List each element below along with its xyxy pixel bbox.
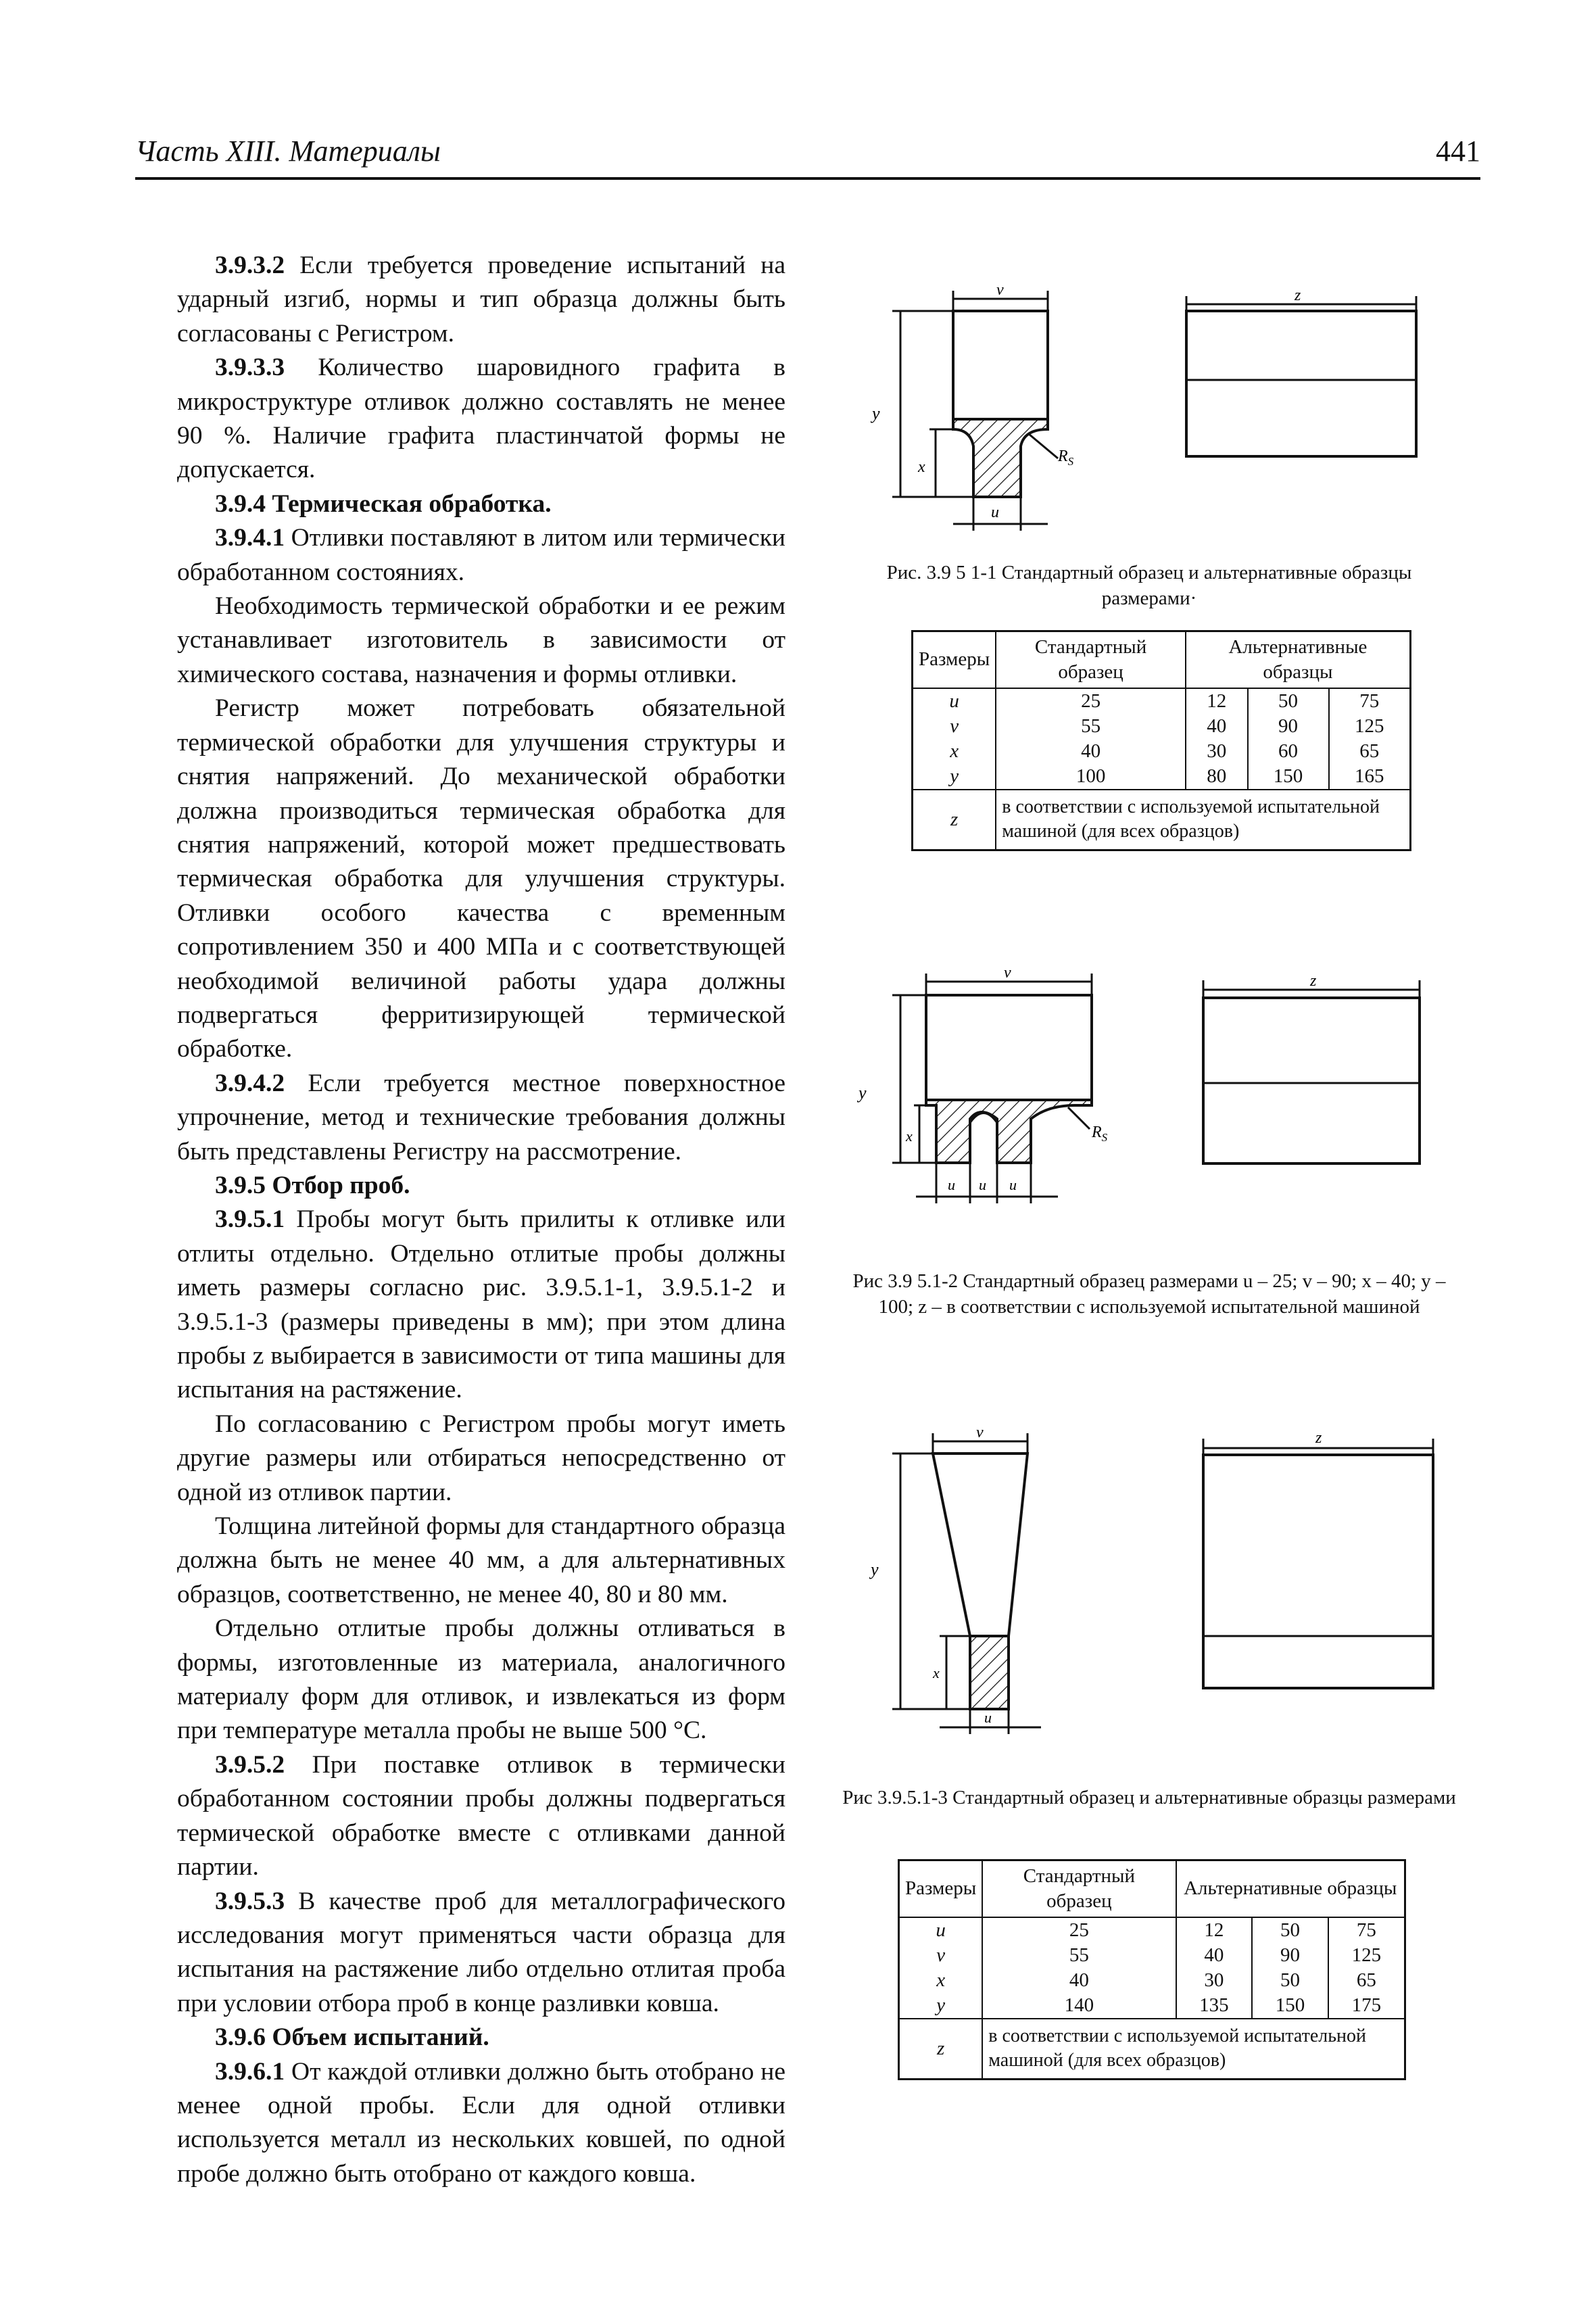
paragraph <box>177 487 785 521</box>
paragraph <box>177 1408 785 1510</box>
paragraph <box>177 1169 785 1203</box>
paragraph-text: Необходимость термической обработки и ее режим устанавливает изготовитель в зависимости от химического состава, назначения и формы отливки. <box>177 592 785 688</box>
paragraph-number: 3.9.5.3 <box>215 1887 285 1915</box>
dimensions-table-2: Размеры Стандартный образец Альтернативные образцы u 25 12 50 75 v 55 40 90 125 x 40 30 50 65 y 140 135 150 175 z в соответствии с используемой испытательной машиной (для всех образцов) <box>898 1859 1406 2080</box>
paragraph-number: 3.9.5.2 <box>215 1750 285 1779</box>
paragraph-text: В качестве проб для металлографического исследования могут применяться части образца для испытания на растяжение либо отдельно отлитая проба при условии отбора проб в конце разливки ковша. <box>177 1887 785 2017</box>
paragraph-text: Толщина литейной формы для стандартного образца должна быть не менее 40 мм, а для альтернативных образцов, соответственно, не менее 40, 80 и 80 мм. <box>177 1512 785 1608</box>
paragraph-number: 3.9.4.1 <box>215 524 285 552</box>
paragraph-number: 3.9.3.2 <box>215 251 285 279</box>
paragraph-text: От каждой отливки должно быть отобрано не менее одной пробы. Если для одной отливки используется металл из нескольких ковшей, по одной пробе должно быть отобрано от каждого ковша. <box>177 2057 785 2188</box>
paragraph-text: Отдельно отлитые пробы должны отливаться в формы, изготовленные из материала, аналогичного материалу форм для отливок, и извлекаться из форм при температуре металла пробы не выше 500 °C. <box>177 1614 785 1745</box>
paragraph-number: 3.9.4.2 <box>215 1069 285 1097</box>
svg-text:u: u <box>948 1176 955 1193</box>
paragraph <box>177 1885 785 2021</box>
paragraph-text: Если требуется местное поверхностное упрочнение, метод и технические требования должны быть представлены Регистру на рассмотрение. <box>177 1069 785 1166</box>
paragraph-number: 3.9.4 Термическая обработка. <box>215 489 552 518</box>
paragraph <box>177 351 785 487</box>
paragraph <box>177 590 785 692</box>
svg-text:u: u <box>984 1709 992 1726</box>
svg-text:u: u <box>979 1176 986 1193</box>
page-number: 441 <box>1436 135 1480 168</box>
page-header <box>135 130 1480 180</box>
figure-3-9-5-1-1 <box>852 284 1447 554</box>
paragraph <box>177 249 785 351</box>
header-title: Часть XIII. Материалы <box>135 135 441 168</box>
paragraph <box>177 1510 785 1612</box>
svg-text:y: y <box>859 1083 867 1103</box>
paragraph <box>177 1748 785 1885</box>
paragraph <box>177 1203 785 1407</box>
v-label: v <box>996 284 1004 299</box>
figure-3-9-5-1-3 <box>852 1413 1447 1751</box>
paragraph-text: Пробы могут быть прилиты к отливке или отлиты отдельно. Отдельно отлитые пробы должны иметь размеры согласно рис. 3.9.5.1-1, 3.9.5.1-2 и 3.9.5.1-3 (размеры приведены в мм); при этом длина пробы z выбирается в зависимости от типа машины для испытания на растяжение. <box>177 1205 785 1404</box>
paragraph-number: 3.9.6.1 <box>215 2057 285 2086</box>
paragraph <box>177 2021 785 2055</box>
svg-text:y: y <box>872 404 880 423</box>
paragraph <box>177 521 785 590</box>
paragraph <box>177 1067 785 1169</box>
paragraph <box>177 2055 785 2192</box>
paragraph-number: 3.9.3.3 <box>215 354 285 382</box>
svg-text:y: y <box>871 1560 879 1579</box>
paragraph-text: Количество шаровидного графита в микроструктуре отливок должно составлять не менее 90 %. Наличие графита пластинчатой формы не допускается. <box>177 354 785 484</box>
svg-text:x: x <box>906 1128 913 1145</box>
body-text-column <box>177 249 785 2191</box>
svg-text:z: z <box>1310 972 1317 990</box>
svg-text:x: x <box>933 1664 940 1681</box>
dimensions-table-1: Размеры Стандартный образец Альтернативные образцы u 25 12 50 75 v 55 40 90 125 x 40 30 60 65 y 100 80 150 165 z в соответствии с используемой испытательной машиной (для всех образцов) <box>911 630 1411 851</box>
svg-text:z: z <box>1295 287 1301 304</box>
paragraph-number: 3.9.6 Объем испытаний. <box>215 2023 489 2052</box>
figure-3-9-5-1-2 <box>852 960 1447 1230</box>
svg-text:u: u <box>991 504 999 521</box>
svg-text:v: v <box>976 1424 984 1441</box>
paragraph-text: По согласованию с Регистром пробы могут иметь другие размеры или отбираться непосредственно от одной из отливок партии. <box>177 1410 785 1506</box>
paragraph-text: Если требуется проведение испытаний на ударный изгиб, нормы и тип образца должны быть согласованы с Регистром. <box>177 251 785 347</box>
paragraph-text: Регистр может потребовать обязательной термической обработки для улучшения структуры и снятия напряжений. До механической обработки должна производиться термическая обработка для снятия напряжений, которой может предшествовать термическая обработка для улучшения структуры. Отливки особого качества с временным сопротивлением 350 и 400 МПа и с соответствующей необходимой величиной работы удара должны подвергаться ферритизирующей термической обработке. <box>177 694 785 1063</box>
paragraph-text: Отливки поставляют в литом или термически обработанном состояниях. <box>177 524 785 586</box>
svg-text:z: z <box>1315 1429 1322 1447</box>
svg-text:v: v <box>1004 964 1011 982</box>
paragraph-number: 3.9.5.1 <box>215 1205 285 1234</box>
svg-text:RS: $R_S$ <box>1092 1124 1108 1144</box>
paragraph <box>177 692 785 1066</box>
figure-2-caption: Рис 3.9 5.1-2 Стандартный образец размерами u – 25; v – 90; x – 40; y – 100; z – в соответствии с используемой испытательной машиной <box>852 1270 1446 1318</box>
svg-text:RS: $R_S$ <box>1058 448 1074 468</box>
paragraph-text: При поставке отливок в термически обработанном состоянии пробы должны подвергаться термической обработке вместе с отливками данной партии. <box>177 1750 785 1881</box>
svg-text:x: x <box>918 458 925 476</box>
figure-1-caption: Рис. 3.9 5 1-1 Стандартный образец и альтернативные образцы размерами· <box>886 562 1412 609</box>
paragraph-number: 3.9.5 Отбор проб. <box>215 1171 410 1199</box>
svg-text:u: u <box>1009 1176 1017 1193</box>
figure-3-caption: Рис 3.9.5.1-3 Стандартный образец и альтернативные образцы размерами <box>842 1787 1456 1808</box>
paragraph <box>177 1612 785 1748</box>
